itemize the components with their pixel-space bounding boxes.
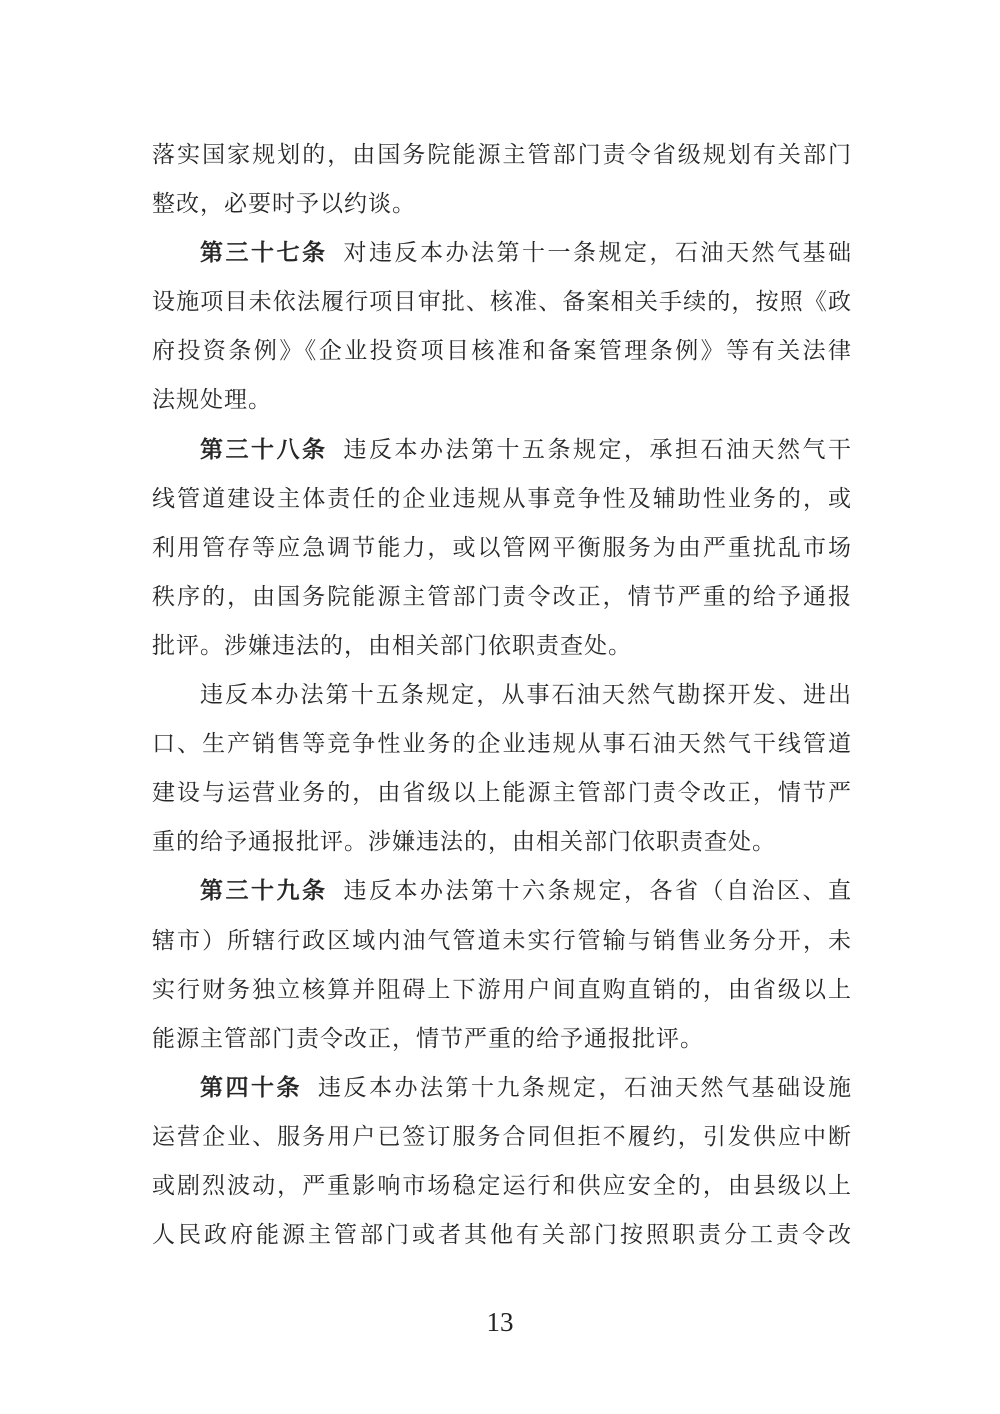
text-line [152, 670, 852, 719]
line-text: 运营企业、服务用户已签订服务合同但拒不履约，引发供应中断 [152, 1123, 852, 1149]
line-text: 或剧烈波动，严重影响市场稳定运行和供应安全的，由县级以上 [152, 1172, 852, 1198]
text-line [152, 621, 852, 670]
line-text: 能源主管部门责令改正，情节严重的给予通报批评。 [152, 1025, 704, 1051]
line-text: 违反本办法第十五条规定，承担石油天然气干 [343, 436, 852, 462]
text-line [152, 965, 852, 1014]
line-text: 对违反本办法第十一条规定，石油天然气基础 [343, 240, 852, 266]
line-text: 建设与运营业务的，由省级以上能源主管部门责令改正，情节严 [152, 780, 852, 806]
text-line [152, 277, 852, 326]
text-line [152, 130, 852, 179]
text-line [152, 916, 852, 965]
text-line [152, 425, 852, 474]
text-line [152, 1014, 852, 1063]
line-text: 实行财务独立核算并阻碍上下游用户间直购直销的，由省级以上 [152, 976, 852, 1002]
line-text: 口、生产销售等竞争性业务的企业违规从事石油天然气干线管道 [152, 731, 852, 757]
document-body [152, 130, 852, 1259]
line-text: 府投资条例》《企业投资项目核准和备案管理条例》等有关法律 [152, 338, 852, 364]
article-number-heading: 第三十八条 [200, 436, 328, 462]
line-text: 违反本办法第十五条规定，从事石油天然气勘探开发、进出 [200, 682, 852, 708]
line-text: 批评。涉嫌违法的，由相关部门依职责查处。 [152, 632, 632, 658]
line-text: 落实国家规划的，由国务院能源主管部门责令省级规划有关部门 [152, 142, 852, 167]
text-line [152, 326, 852, 375]
text-line [152, 474, 852, 523]
text-line [152, 1210, 852, 1259]
line-text: 秩序的，由国务院能源主管部门责令改正，情节严重的给予通报 [152, 583, 852, 609]
text-line [152, 572, 852, 621]
text-line [152, 817, 852, 866]
line-text: 设施项目未依法履行项目审批、核准、备案相关手续的，按照《政 [152, 289, 852, 315]
text-line [152, 375, 852, 424]
line-text: 违反本办法第十六条规定，各省（自治区、直 [343, 878, 852, 904]
text-line [152, 768, 852, 817]
page-number: 13 [486, 1307, 514, 1337]
text-line [152, 866, 852, 915]
line-text: 法规处理。 [152, 387, 272, 413]
article-number-heading: 第四十条 [200, 1074, 302, 1100]
line-text: 违反本办法第十九条规定，石油天然气基础设施 [318, 1074, 852, 1100]
text-line [152, 1112, 852, 1161]
text-line [152, 719, 852, 768]
line-text: 整改，必要时予以约谈。 [152, 191, 416, 217]
line-text: 辖市）所辖行政区域内油气管道未实行管输与销售业务分开，未 [152, 927, 852, 953]
line-text: 重的给予通报批评。涉嫌违法的，由相关部门依职责查处。 [152, 829, 776, 855]
text-line [152, 179, 852, 228]
line-text: 线管道建设主体责任的企业违规从事竞争性及辅助性业务的，或 [152, 485, 852, 511]
text-line [152, 1161, 852, 1210]
article-number-heading: 第三十九条 [200, 878, 328, 904]
text-line [152, 1063, 852, 1112]
line-text: 利用管存等应急调节能力，或以管网平衡服务为由严重扰乱市场 [152, 534, 852, 560]
line-text: 人民政府能源主管部门或者其他有关部门按照职责分工责令改 [152, 1222, 852, 1248]
article-number-heading: 第三十七条 [200, 240, 328, 266]
text-line [152, 523, 852, 572]
text-line [152, 228, 852, 277]
